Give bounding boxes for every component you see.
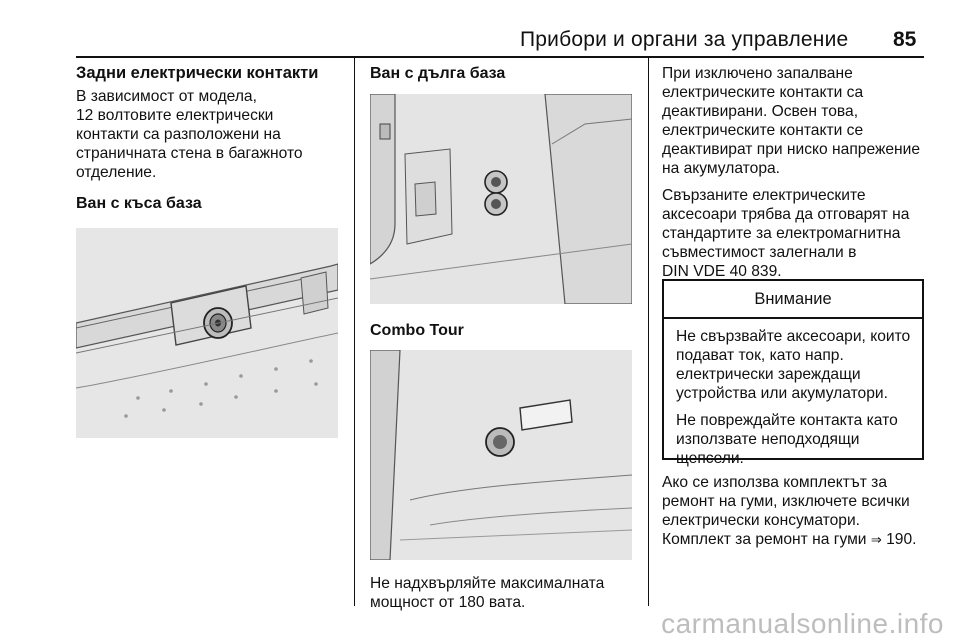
text-line: мощност от 180 вата. bbox=[370, 594, 526, 611]
subheading-combo-tour: Combo Tour bbox=[370, 322, 464, 339]
column-2 bbox=[370, 64, 636, 89]
text-line: отделение. bbox=[76, 164, 157, 181]
text-line: В зависимост от модела, bbox=[76, 88, 257, 105]
text-line: електрическите контакти се bbox=[662, 122, 864, 139]
text-line: Ако се използва комплектът за bbox=[662, 474, 887, 491]
text-line: Не повреждайте контакта като bbox=[676, 412, 898, 429]
text-line: щепсели. bbox=[676, 450, 744, 467]
text-line: ремонт на гуми, изключете всички bbox=[662, 493, 910, 510]
text-line: контакти са разположени на bbox=[76, 126, 281, 143]
text-line: DIN VDE 40 839. bbox=[662, 263, 782, 280]
column-divider-left bbox=[354, 58, 355, 606]
warning-paragraph-2 bbox=[676, 411, 912, 468]
header-rule bbox=[76, 56, 924, 58]
page-number: 85 bbox=[893, 28, 917, 51]
text-line: аксесоари трябва да отговарят на bbox=[662, 206, 910, 223]
text-line: деактивирани. Освен това, bbox=[662, 103, 859, 120]
column-divider-right bbox=[648, 58, 649, 606]
power-limit-note bbox=[370, 574, 604, 612]
text-line: електрически консуматори. bbox=[662, 512, 861, 529]
text-line: подават ток, като напр. bbox=[676, 347, 844, 364]
intro-paragraph bbox=[76, 87, 342, 182]
emc-paragraph bbox=[662, 186, 926, 281]
text-line: страничната стена в багажното bbox=[76, 145, 303, 162]
text-line: Не свързвайте аксесоари, които bbox=[676, 328, 911, 345]
watermark: carmanualsonline.info bbox=[661, 608, 944, 639]
ignition-paragraph bbox=[662, 64, 926, 178]
tire-repair-reference bbox=[662, 530, 916, 549]
column-1 bbox=[76, 64, 342, 219]
figure-combo-tour-socket bbox=[370, 350, 632, 560]
text-line: електрически зареждащи bbox=[676, 366, 861, 383]
warning-paragraph-1 bbox=[676, 327, 912, 403]
warning-body bbox=[664, 319, 922, 468]
text-line: Не надхвърляйте максималната bbox=[370, 575, 605, 592]
section-heading: Задни електрически контакти bbox=[76, 64, 319, 82]
text-line: стандартите за електромагнитна bbox=[662, 225, 901, 242]
warning-box bbox=[662, 279, 924, 467]
subheading-long-van: Ван с дълга база bbox=[370, 65, 506, 82]
figure-long-van-socket bbox=[370, 94, 632, 304]
subheading-short-van: Ван с къса база bbox=[76, 195, 202, 212]
text-line: устройства или акумулатори. bbox=[676, 385, 888, 402]
text-line: на акумулатора. bbox=[662, 160, 781, 177]
text-line: 12 волтовите електрически bbox=[76, 107, 274, 124]
text-line: използвате неподходящи bbox=[676, 431, 860, 448]
text-line: съвместимост залегнали в bbox=[662, 244, 857, 261]
text-line: електрическите контакти са bbox=[662, 84, 864, 101]
column-3 bbox=[662, 64, 926, 289]
page-header-title: Прибори и органи за управление bbox=[520, 28, 849, 51]
reference-arrow-icon: ⇒ bbox=[870, 532, 882, 547]
warning-title: Внимание bbox=[664, 281, 922, 319]
text-line: При изключено запалване bbox=[662, 65, 853, 82]
reference-text: Комплект за ремонт на гуми bbox=[662, 531, 867, 548]
figure-short-van-socket bbox=[76, 228, 338, 438]
text-line: Свързаните електрическите bbox=[662, 187, 866, 204]
text-line: деактивират при ниско напрежение bbox=[662, 141, 921, 158]
reference-page-link[interactable]: 190. bbox=[886, 531, 917, 548]
tire-repair-paragraph bbox=[662, 473, 916, 549]
